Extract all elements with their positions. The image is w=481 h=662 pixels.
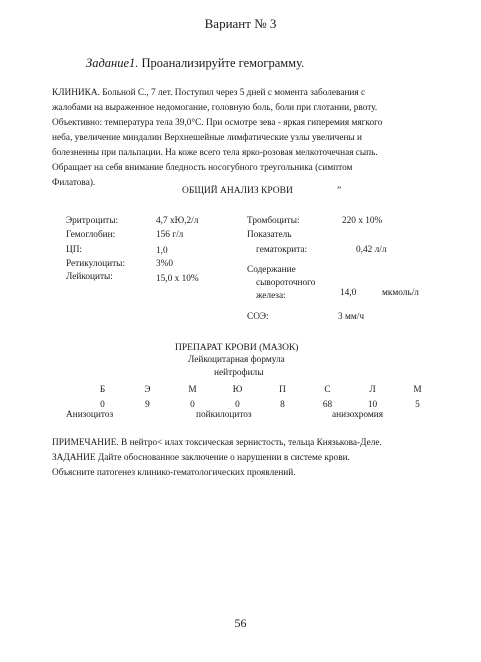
table-header-row bbox=[80, 383, 440, 398]
thrombocytes-label: Тромбоциты: bbox=[247, 216, 300, 226]
reticulocytes-label: Ретикулоциты: bbox=[66, 259, 125, 269]
iron-unit: мкмоль/л bbox=[382, 288, 419, 298]
analysis-title: ОБЩИЙ АНАЛИЗ КРОВИ bbox=[182, 186, 293, 196]
variant-title: Вариант № 3 bbox=[204, 16, 277, 31]
hematocrit-label-2: гематокрита: bbox=[256, 245, 308, 255]
footer-notes bbox=[52, 436, 382, 481]
task-heading bbox=[86, 56, 304, 71]
iron-label-2: сывороточного bbox=[256, 278, 316, 288]
table-cell: 5 bbox=[415, 400, 420, 410]
table-cell: 0 bbox=[190, 400, 195, 410]
clinic-line: Обращает на себя внимание бледность носогубного треугольника (симптом bbox=[52, 163, 353, 173]
clinic-line: жалобами на выраженное недомогание, головную боль, боли при глотании, рвоту. bbox=[52, 103, 378, 113]
footer-line: ПРИМЕЧАНИЕ. В нейтро< илах токсическая зернистость, тельца Князькова-Деле. bbox=[52, 438, 382, 448]
esr-label: СОЭ: bbox=[247, 312, 269, 322]
hematocrit-label-1: Показатель bbox=[247, 230, 292, 240]
table-row bbox=[80, 398, 440, 413]
clinic-line: болезненны при пальпации. На коже всего тела ярко-розовая мелкоточечная сыпь. bbox=[52, 148, 378, 158]
footer-line: ЗАДАНИЕ Дайте обоснованное заключение о нарушении в системе крови. bbox=[52, 453, 350, 463]
task-label: Задание1. bbox=[86, 56, 139, 70]
iron-label-3: железа: bbox=[256, 291, 286, 301]
clinic-description bbox=[52, 86, 434, 191]
table-cell: 10 bbox=[367, 400, 378, 410]
clinic-line: КЛИНИКА. Больной С., 7 лет. Поступил через 5 дней с момента заболевания с bbox=[52, 88, 366, 98]
column-header: М bbox=[413, 385, 422, 395]
erythrocytes-label: Эритроциты: bbox=[66, 216, 119, 226]
iron-value: 14,0 bbox=[340, 288, 357, 298]
leukocytes-value: 15,0 х 10% bbox=[156, 274, 199, 284]
column-header: Б bbox=[99, 385, 106, 395]
table-cell: 68 bbox=[322, 400, 333, 410]
esr-value: 3 мм/ч bbox=[338, 312, 364, 322]
column-header: Л bbox=[369, 385, 376, 395]
smear-note-anisochromia: анизохромия bbox=[332, 410, 384, 420]
column-header: С bbox=[324, 385, 331, 395]
erythrocytes-value: 4,7 хЮ,2/л bbox=[156, 216, 199, 226]
smear-note-poikilocytosis: пойкилоцитоз bbox=[196, 410, 252, 420]
hemoglobin-label: Гемоглобин: bbox=[66, 230, 116, 240]
leukocyte-formula-table bbox=[80, 383, 440, 413]
leukocytes-label: Лейкоциты: bbox=[66, 272, 113, 282]
column-header: М bbox=[188, 385, 197, 395]
smear-title: ПРЕПАРАТ КРОВИ (МАЗОК) bbox=[175, 343, 299, 353]
analysis-title-mark: ” bbox=[337, 186, 342, 196]
table-cell: 0 bbox=[100, 400, 105, 410]
table-cell: 8 bbox=[280, 400, 285, 410]
hematocrit-value: 0,42 л/л bbox=[356, 245, 387, 255]
column-header: Ю bbox=[232, 385, 243, 395]
clinic-line: неба, увеличение миндалин Верхнешейные лимфатические узлы увеличены и bbox=[52, 133, 363, 143]
table-cell: 9 bbox=[145, 400, 150, 410]
reticulocytes-value: 3%0 bbox=[156, 259, 174, 269]
color-index-label: ЦП: bbox=[66, 245, 83, 255]
footer-line: Объясните патогенез клинико-гематологических проявлений. bbox=[52, 468, 296, 478]
clinic-line: Объективно: температура тела 39,0°С. При осмотре зева - яркая гиперемия мягкого bbox=[52, 118, 383, 128]
task-text: Проанализируйте гемограмму. bbox=[141, 56, 305, 70]
column-header: П bbox=[279, 385, 286, 395]
page-number: 56 bbox=[234, 616, 247, 630]
table-cell: 0 bbox=[235, 400, 240, 410]
hemoglobin-value: 156 г/л bbox=[156, 230, 184, 240]
thrombocytes-value: 220 х 10% bbox=[342, 216, 383, 226]
smear-note-anisocytosis: Анизоцитоз bbox=[66, 410, 114, 420]
leukocyte-formula-title: Лейкоцитарная формула bbox=[188, 355, 285, 365]
column-header: Э bbox=[144, 385, 151, 395]
iron-label-1: Содержание bbox=[247, 265, 296, 275]
color-index-value: 1,0 bbox=[156, 246, 168, 256]
clinic-line: Филатова). bbox=[52, 178, 96, 188]
neutrophils-label: нейтрофилы bbox=[214, 368, 264, 378]
